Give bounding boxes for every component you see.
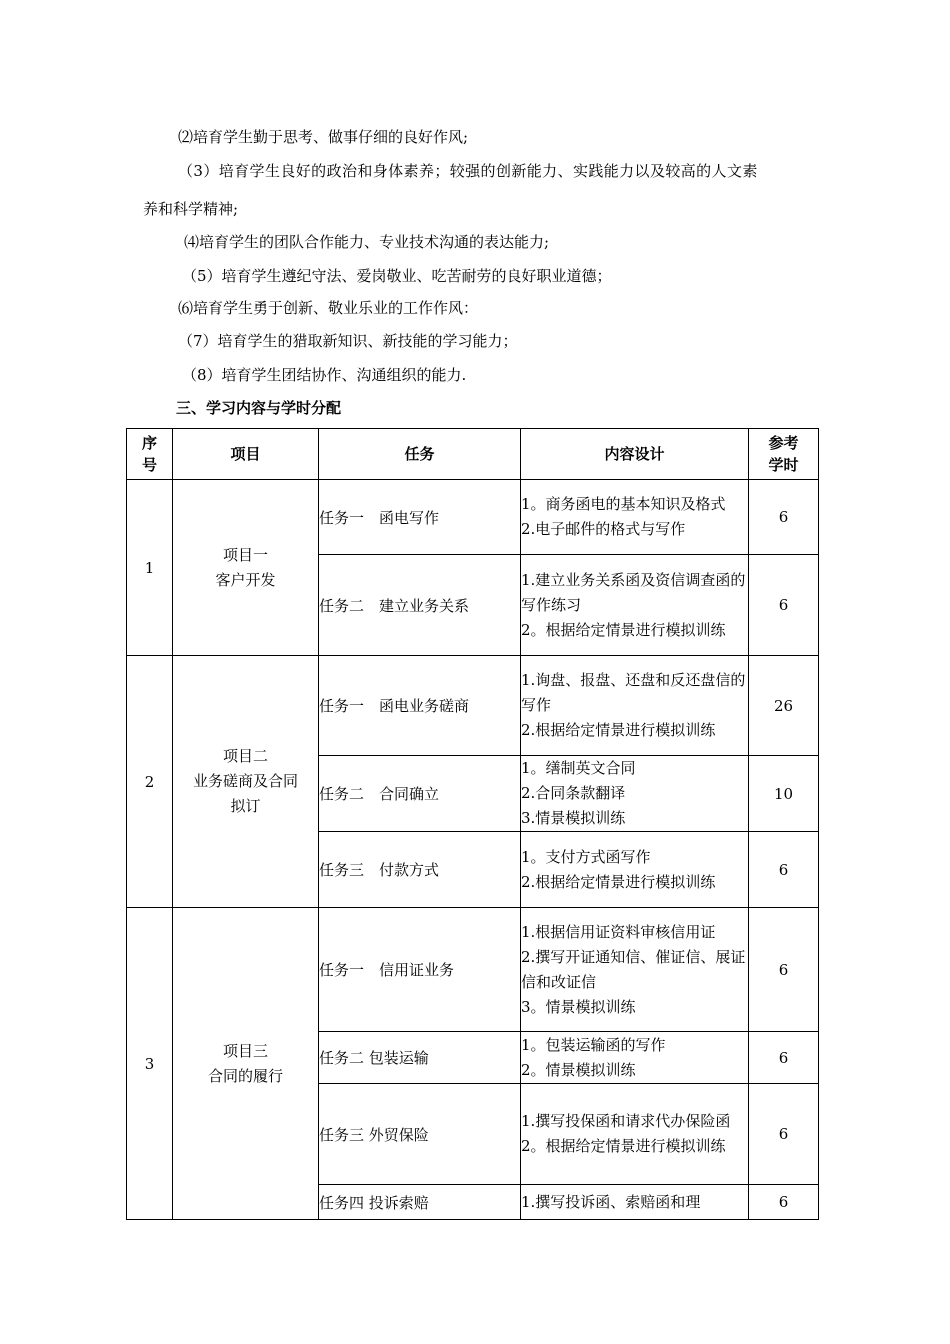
content-cell: 1.询盘、报盘、还盘和反还盘信的写作 2.根据给定情景进行模拟训练 [521, 656, 749, 756]
content-cell: 1。支付方式函写作 2.根据给定情景进行模拟训练 [521, 832, 749, 908]
paragraph: ⑹培育学生勇于创新、敬业乐业的工作作风： [178, 299, 479, 317]
content-cell: 1.建立业务关系函及资信调查函的写作练习 2。根据给定情景进行模拟训练 [521, 555, 749, 656]
hours-cell: 6 [749, 555, 819, 656]
task-cell: 任务二 建立业务关系 [319, 555, 521, 656]
section-heading: 三、学习内容与学时分配 [176, 399, 342, 417]
project-cell: 项目三 合同的履行 [173, 908, 319, 1220]
seq-cell: 3 [127, 908, 173, 1220]
hours-cell: 6 [749, 908, 819, 1032]
table-row [127, 656, 819, 756]
task-cell: 任务三 付款方式 [319, 832, 521, 908]
task-cell: 任务三 外贸保险 [319, 1084, 521, 1185]
hours-cell: 6 [749, 1032, 819, 1084]
header-content: 内容设计 [521, 429, 749, 480]
project-cell: 项目二 业务磋商及合同 拟订 [173, 656, 319, 908]
content-cell: 1.撰写投诉函、索赔函和理 [521, 1185, 749, 1220]
hours-cell: 26 [749, 656, 819, 756]
seq-cell: 1 [127, 480, 173, 656]
paragraph: 养和科学精神; [143, 200, 239, 218]
table-row [127, 480, 819, 555]
content-cell: 1.撰写投保函和请求代办保险函 2。根据给定情景进行模拟训练 [521, 1084, 749, 1185]
project-cell: 项目一 客户开发 [173, 480, 319, 656]
task-cell: 任务一 函电写作 [319, 480, 521, 555]
task-cell: 任务一 信用证业务 [319, 908, 521, 1032]
paragraph: （5）培育学生遵纪守法、爱岗敬业、吃苦耐劳的良好职业道德； [182, 267, 612, 285]
header-project: 项目 [173, 429, 319, 480]
task-cell: 任务二 包装运输 [319, 1032, 521, 1084]
paragraph: （7）培育学生的猎取新知识、新技能的学习能力； [178, 332, 518, 350]
content-cell: 1.根据信用证资料审核信用证 2.撰写开证通知信、催证信、展证信和改证信 3。情景模拟训练 [521, 908, 749, 1032]
seq-cell: 2 [127, 656, 173, 908]
content-cell: 1。商务函电的基本知识及格式 2.电子邮件的格式与写作 [521, 480, 749, 555]
content-cell: 1。缮制英文合同 2.合同条款翻译 3.情景模拟训练 [521, 756, 749, 832]
task-cell: 任务四 投诉索赔 [319, 1185, 521, 1220]
task-cell: 任务一 函电业务磋商 [319, 656, 521, 756]
table-row [127, 908, 819, 1032]
paragraph: （3）培育学生良好的政治和身体素养；较强的创新能力、实践能力以及较高的人文素 [178, 162, 758, 180]
task-cell: 任务二 合同确立 [319, 756, 521, 832]
hours-cell: 6 [749, 1084, 819, 1185]
hours-cell: 10 [749, 756, 819, 832]
paragraph: ⑵培育学生勤于思考、做事仔细的良好作风; [178, 128, 469, 146]
paragraph: ⑷培育学生的团队合作能力、专业技术沟通的表达能力; [184, 233, 550, 251]
content-cell: 1。包装运输函的写作 2。情景模拟训练 [521, 1032, 749, 1084]
header-task: 任务 [319, 429, 521, 480]
hours-cell: 6 [749, 832, 819, 908]
hours-cell: 6 [749, 480, 819, 555]
study-plan-table [126, 428, 819, 1220]
header-seq: 序 号 [127, 429, 173, 480]
paragraph: （8）培育学生团结协作、沟通组织的能力. [182, 366, 467, 384]
header-hours: 参考 学时 [749, 429, 819, 480]
table-header-row [127, 429, 819, 480]
hours-cell: 6 [749, 1185, 819, 1220]
